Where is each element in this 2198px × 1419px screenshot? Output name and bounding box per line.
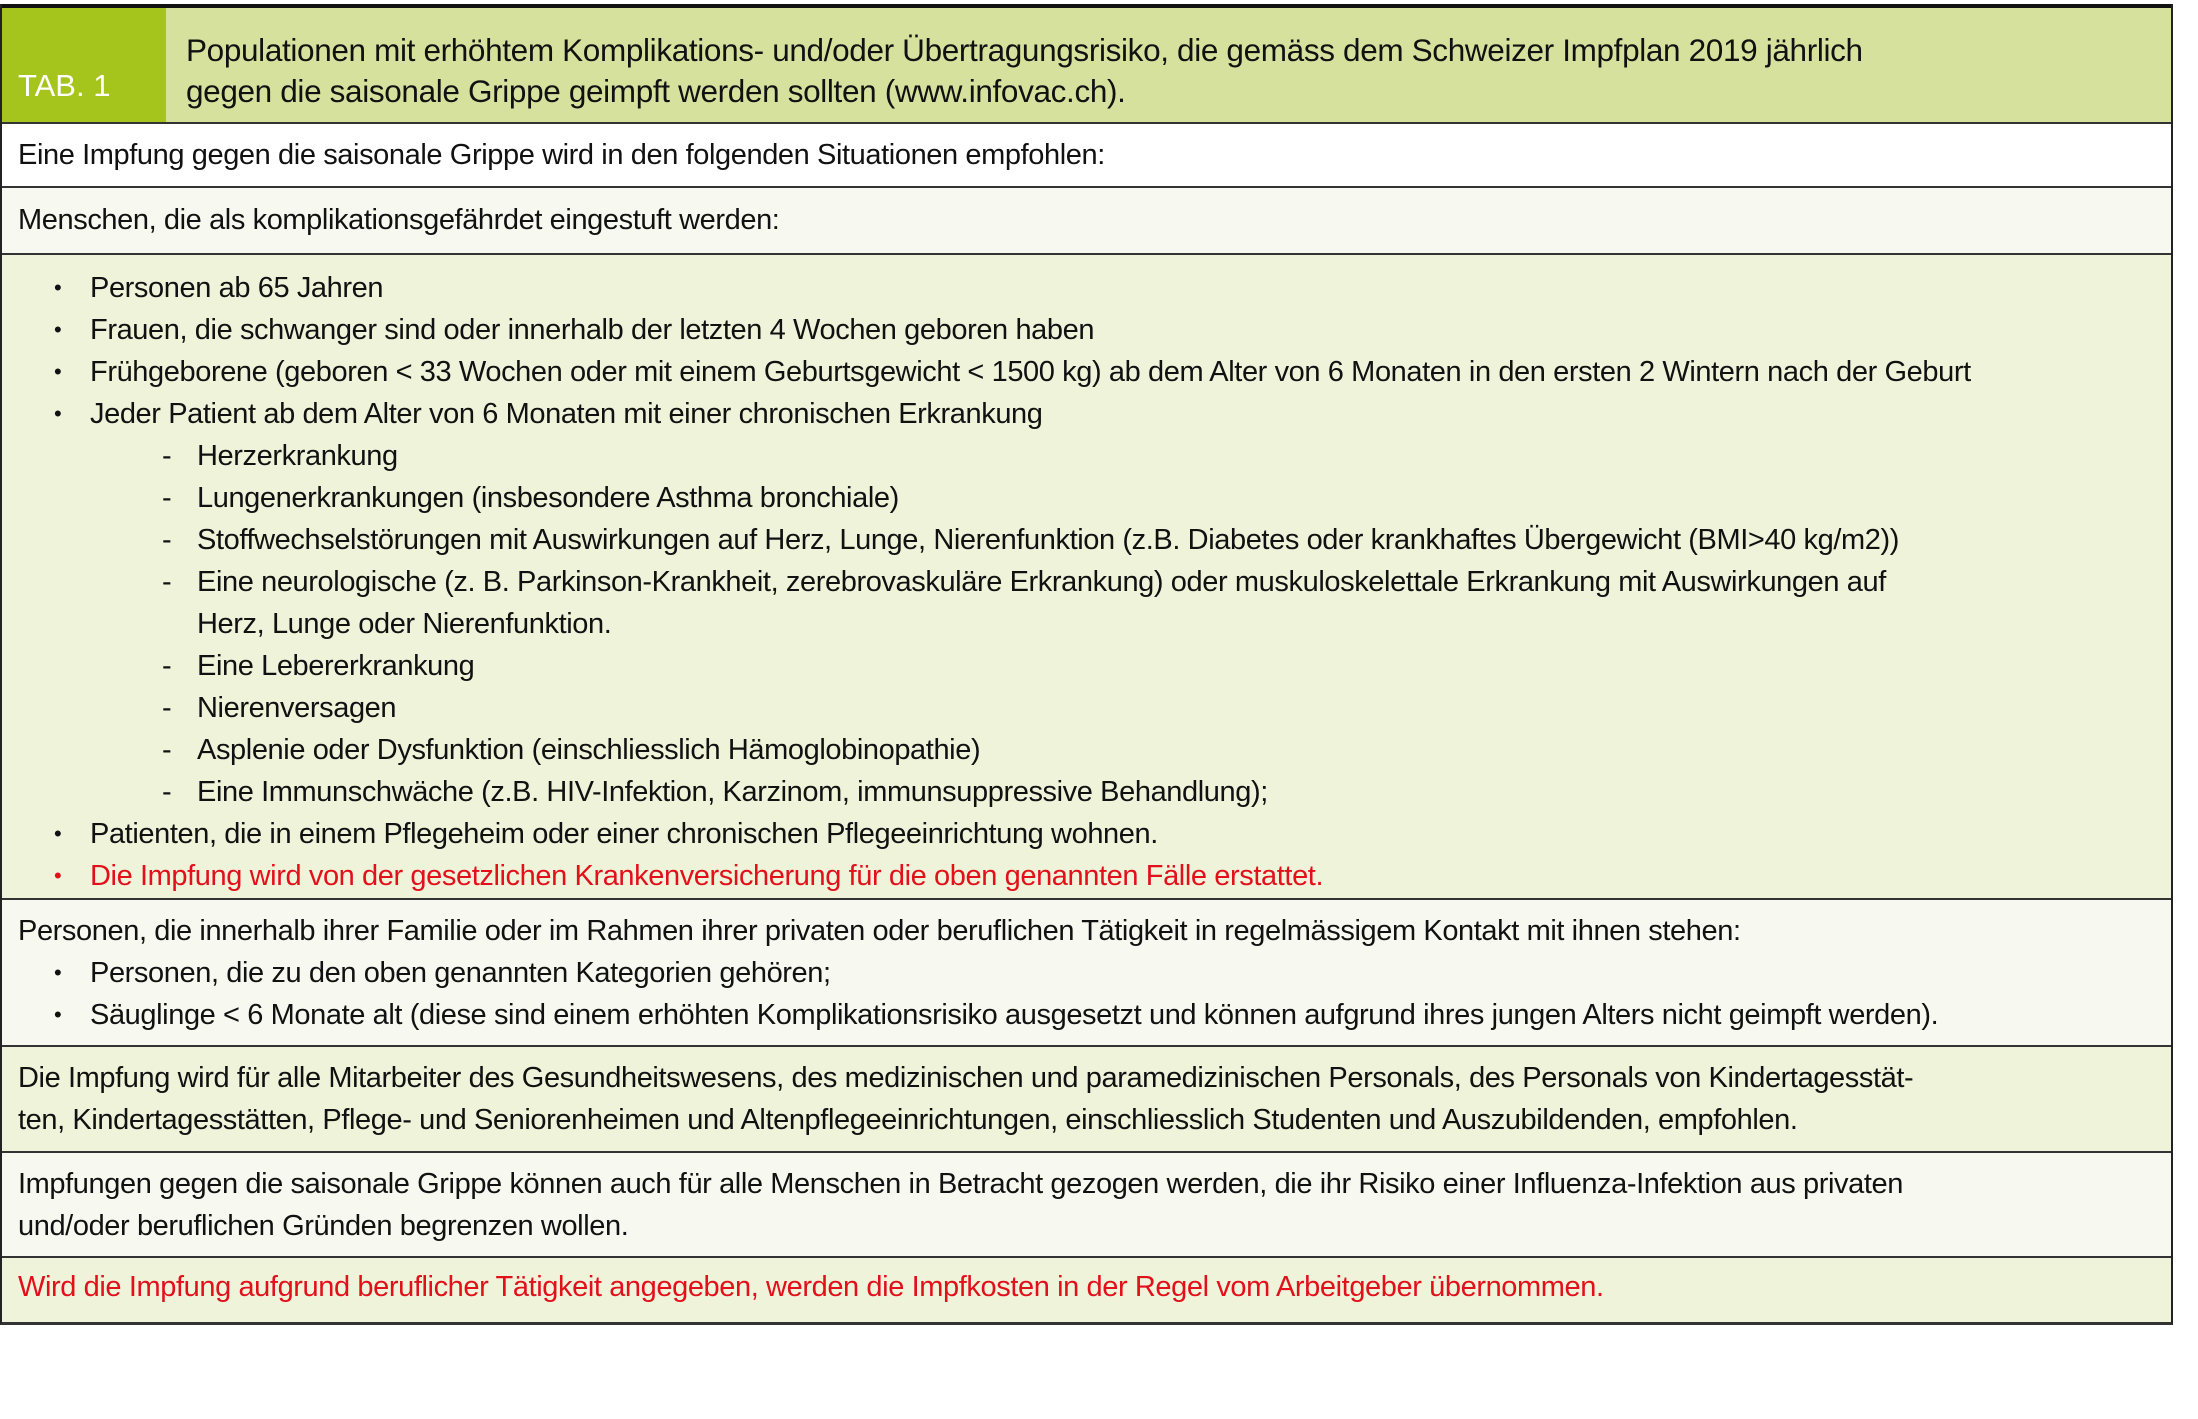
risk-heading-row [2,188,2171,255]
intro-row [2,124,2171,188]
bullet-icon: • [54,275,62,300]
dash-icon: - [162,524,172,556]
sub-list-item: - Herzerkrankung [18,435,2171,477]
table-title-line: Populationen mit erhöhtem Komplikations- und/oder Übertragungsrisiko, die gemäss dem Schweizer Impfplan 2019 jährlich [186,32,1863,68]
list-item: • Personen, die zu den oben genannten Kategorien gehören; [18,952,2171,994]
employer-note-row [2,1258,2171,1322]
risk-heading-text: Menschen, die als komplikationsgefährdet eingestuft werden: [18,204,780,236]
list-item: • Frauen, die schwanger sind oder innerhalb der letzten 4 Wochen geboren haben [18,309,2171,351]
everyone-text-line: Impfungen gegen die saisonale Grippe können auch für alle Menschen in Betracht gezogen werden, die ihr Risiko einer Influenza-Infektion aus privaten [18,1168,1904,1200]
bullet-icon: • [54,359,62,384]
sub-list-item: - Eine Immunschwäche (z.B. HIV-Infektion, Karzinom, immunsuppressive Behandlung); [18,771,2171,813]
list-item: • Personen ab 65 Jahren [18,267,2171,309]
staff-text-line: ten, Kindertagesstätten, Pflege- und Seniorenheimen und Altenpflegeeinrichtungen, einschliesslich Studenten und Auszubildenden, empfohlen. [18,1104,1798,1136]
dash-icon: - [162,566,172,598]
bullet-icon: • [54,863,62,888]
table-number-label: TAB. 1 [2,8,166,122]
table-header [2,4,2171,124]
list-item: • Frühgeborene (geboren < 33 Wochen oder mit einem Geburtsgewicht < 1500 kg) ab dem Alter von 6 Monaten in den ersten 2 Wintern nach der Geburt [18,351,2171,393]
sub-list-item: - Stoffwechselstörungen mit Auswirkungen auf Herz, Lunge, Nierenfunktion (z.B. Diabetes oder krankhaftes Übergewicht (BMI>40 kg/m2)) [18,519,2171,561]
general-population-row [2,1153,2171,1258]
sub-list-item: - Eine Lebererkrankung [18,645,2171,687]
table-title [166,8,2171,122]
sub-list-item: - Lungenerkrankungen (insbesondere Asthma bronchiale) [18,477,2171,519]
bullet-icon: • [54,821,62,846]
sub-list-item: - Eine neurologische (z. B. Parkinson-Krankheit, zerebrovaskuläre Erkrankung) oder muskuloskelettale Erkrankung mit Auswirkungen auf [18,561,2171,603]
dash-icon: - [162,692,172,724]
bullet-icon: • [54,401,62,426]
list-item: • Säuglinge < 6 Monate alt (diese sind einem erhöhten Komplikationsrisiko ausgesetzt und können aufgrund ihres jungen Alters nicht geimpft werden). [18,994,2171,1036]
list-item: • Patienten, die in einem Pflegeheim oder einer chronischen Pflegeeinrichtung wohnen. [18,813,2171,855]
healthcare-staff-row [2,1047,2171,1153]
everyone-text-line: und/oder beruflichen Gründen begrenzen wollen. [18,1210,629,1242]
sub-list-item-continuation: Herz, Lunge oder Nierenfunktion. [197,608,612,640]
bullet-icon: • [54,960,62,985]
dash-icon: - [162,650,172,682]
sub-list-item: - Nierenversagen [18,687,2171,729]
risk-groups-row [2,255,2171,900]
intro-text: Eine Impfung gegen die saisonale Grippe wird in den folgenden Situationen empfohlen: [18,139,1105,171]
vaccination-table [0,4,2173,1325]
bullet-icon: • [54,1002,62,1027]
dash-icon: - [162,776,172,808]
dash-icon: - [162,482,172,514]
staff-text-line: Die Impfung wird für alle Mitarbeiter des Gesundheitswesens, des medizinischen und paramedizinischen Personals, des Personals von Kindertagesstät- [18,1062,1914,1094]
list-item: • Jeder Patient ab dem Alter von 6 Monaten mit einer chronischen Erkrankung [18,393,2171,435]
bullet-icon: • [54,317,62,342]
table-title-line: gegen die saisonale Grippe geimpft werden sollten (www.infovac.ch). [186,73,1126,109]
employer-note-text: Wird die Impfung aufgrund beruflicher Tätigkeit angegeben, werden die Impfkosten in der Regel vom Arbeitgeber übernommen. [18,1271,1604,1303]
sub-list-item: - Asplenie oder Dysfunktion (einschliesslich Hämoglobinopathie) [18,729,2171,771]
reimbursement-note: • Die Impfung wird von der gesetzlichen Krankenversicherung für die oben genannten Fälle erstattet. [18,855,2171,897]
contacts-heading: Personen, die innerhalb ihrer Familie oder im Rahmen ihrer privaten oder beruflichen Tätigkeit in regelmässigem Kontakt mit ihnen stehen: [18,915,1741,947]
dash-icon: - [162,734,172,766]
dash-icon: - [162,440,172,472]
contacts-row [2,900,2171,1047]
